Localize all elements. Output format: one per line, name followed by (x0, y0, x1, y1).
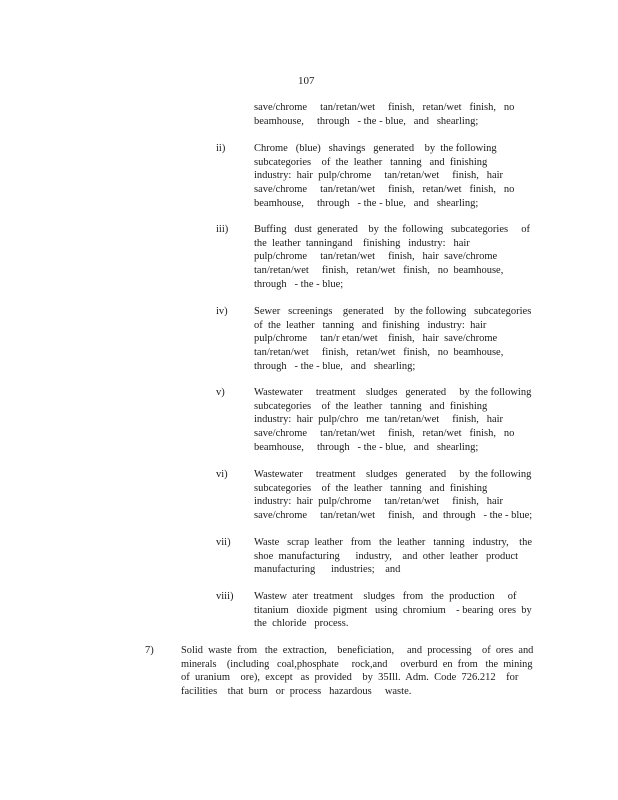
list-item-ii (254, 142, 532, 211)
text-line: Wastew ater treatment sludges from the production of (254, 591, 517, 602)
text-line: subcategories of the leather tanning and finishing (254, 400, 488, 412)
text-line: industry: hair pulp/chrome tan/retan/wet finish, hair (254, 170, 504, 182)
text-line: Waste scrap leather from the leather tanning industry, the (254, 537, 532, 548)
text-line: industry: hair pulp/chro me tan/retan/wet finish, hair (254, 414, 504, 426)
list-item-7 (181, 644, 533, 699)
list-item-v (254, 386, 532, 455)
text-line: subcategories of the leather tanning and finishing (254, 156, 488, 168)
text-line: Solid waste from the extraction, beneficiation, and processing of ores and (181, 645, 534, 656)
list-item-viii (254, 590, 532, 631)
list-marker-vii: vii) (216, 537, 231, 548)
text-line: pulp/chrome tan/retan/wet finish, hair save/chrome (254, 251, 498, 263)
text-line: beamhouse, through - the - blue, and shearling; (254, 441, 479, 453)
text-line: Chrome (blue) shavings generated by the following (254, 143, 497, 154)
text-line: save/chrome tan/retan/wet finish, and through - the - blue; (254, 510, 533, 522)
text-line: the leather tanningand finishing industry: hair (254, 237, 470, 249)
text-line: industry: hair pulp/chrome tan/retan/wet finish, hair (254, 496, 504, 508)
text-line: manufacturing industries; and (254, 564, 401, 576)
continuation-text (254, 101, 532, 128)
list-marker-iv: iv) (216, 306, 228, 317)
text-line: Sewer screenings generated by the following subcategories (254, 306, 532, 317)
text-line: of the leather tanning and finishing industry: hair (254, 319, 487, 331)
list-item-vi (254, 468, 532, 523)
text-line: titanium dioxide pigment using chromium - bearing ores by (254, 604, 532, 616)
text-line: beamhouse, through - the - blue, and shearling; (254, 197, 479, 209)
text-line: of uranium ore), except as provided by 35Ill. Adm. Code 726.212 for (181, 672, 519, 684)
text-line: save/chrome tan/retan/wet finish, retan/wet finish, no (254, 428, 515, 440)
text-line: minerals (including coal,phosphate rock,and overburd en from the mining (181, 658, 533, 670)
page-number: 107 (298, 75, 315, 87)
text-line: tan/retan/wet finish, retan/wet finish, no beamhouse, (254, 347, 504, 359)
list-marker-7: 7) (145, 645, 154, 656)
text-line: through - the - blue; (254, 278, 344, 290)
list-item-iii (254, 223, 532, 292)
list-item-iv (254, 305, 532, 374)
list-marker-viii: viii) (216, 591, 234, 602)
list-marker-vi: vi) (216, 469, 228, 480)
text-line: Buffing dust generated by the following subcategories of (254, 224, 530, 235)
list-marker-v: v) (216, 387, 225, 398)
text-line: save/chrome tan/retan/wet finish, retan/wet finish, no (254, 102, 515, 113)
text-line: pulp/chrome tan/r etan/wet finish, hair save/chrome (254, 333, 498, 345)
text-line: Wastewater treatment sludges generated by the following (254, 387, 532, 398)
text-line: the chloride process. (254, 618, 349, 630)
list-marker-ii: ii) (216, 143, 226, 154)
text-line: beamhouse, through - the - blue, and shearling; (254, 115, 479, 127)
list-marker-iii: iii) (216, 224, 229, 235)
text-line: shoe manufacturing industry, and other leather product (254, 550, 519, 562)
text-line: facilities that burn or process hazardous waste. (181, 686, 412, 698)
list-item-vii (254, 536, 532, 577)
text-line: subcategories of the leather tanning and finishing (254, 482, 488, 494)
text-line: save/chrome tan/retan/wet finish, retan/wet finish, no (254, 184, 515, 196)
text-line: through - the - blue, and shearling; (254, 360, 416, 372)
text-line: Wastewater treatment sludges generated by the following (254, 469, 532, 480)
text-line: tan/retan/wet finish, retan/wet finish, no beamhouse, (254, 265, 504, 277)
